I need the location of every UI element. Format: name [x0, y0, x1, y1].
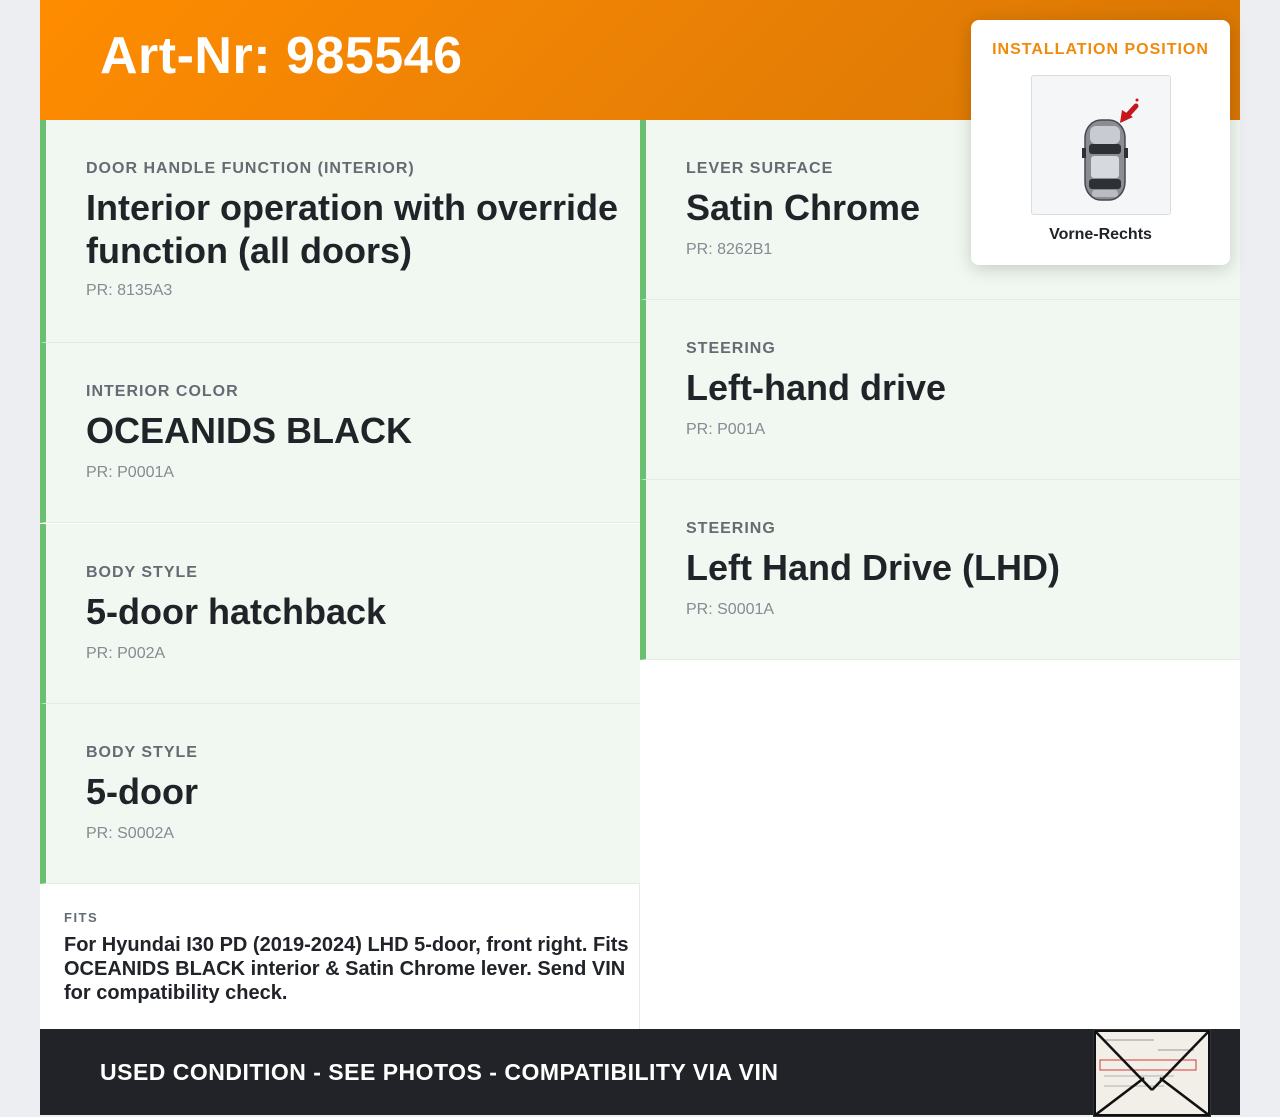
document-image — [1094, 1030, 1210, 1116]
spec-cell-body-style — [40, 524, 640, 704]
spec-value: Left-hand drive — [686, 367, 947, 408]
car-top-view-icon — [1032, 76, 1170, 214]
fits-section — [40, 884, 640, 1029]
spec-pr-code: PR: S0002A — [86, 825, 175, 842]
footer-notice: USED CONDITION - SEE PHOTOS - COMPATIBILITY VIA VIN — [100, 1059, 779, 1085]
spec-label: DOOR HANDLE FUNCTION (INTERIOR) — [86, 160, 415, 177]
registration-document-thumbnail — [1093, 1029, 1211, 1117]
spec-cell-steering-2 — [640, 480, 1240, 660]
spec-label: STEERING — [686, 520, 776, 537]
spec-cell-door-handle-function — [40, 120, 640, 343]
spec-label: STEERING — [686, 340, 776, 357]
installation-position-card — [971, 20, 1230, 265]
spec-label: LEVER SURFACE — [686, 160, 834, 177]
spec-value: Satin Chrome — [686, 187, 921, 228]
spec-value: 5-door — [86, 771, 198, 812]
fits-description: For Hyundai I30 PD (2019-2024) LHD 5-door, front right. Fits OCEANIDS BLACK interior & Satin Chrome lever. Send VIN for compatibility check. — [64, 934, 629, 1004]
spec-value: Interior operation with override function (all doors) — [86, 187, 619, 271]
spec-cell-interior-color — [40, 343, 640, 523]
spec-pr-code: PR: 8135A3 — [86, 282, 173, 299]
spec-pr-code: PR: 8262B1 — [686, 241, 773, 258]
spec-label: BODY STYLE — [86, 564, 198, 581]
installation-title: INSTALLATION POSITION — [992, 41, 1209, 58]
spec-cell-steering — [640, 300, 1240, 480]
spec-label: BODY STYLE — [86, 744, 198, 761]
spec-pr-code: PR: S0001A — [686, 601, 775, 618]
spec-pr-code: PR: P001A — [686, 421, 766, 438]
fits-label: FITS — [64, 910, 99, 925]
spec-cell-body-style-2 — [40, 704, 640, 884]
spec-value: 5-door hatchback — [86, 591, 387, 632]
spec-label: INTERIOR COLOR — [86, 383, 239, 400]
spec-pr-code: PR: P002A — [86, 645, 166, 662]
installation-caption: Vorne-Rechts — [1049, 226, 1152, 243]
spec-value: OCEANIDS BLACK — [86, 410, 413, 451]
spec-value: Left Hand Drive (LHD) — [686, 547, 1061, 588]
spec-pr-code: PR: P0001A — [86, 464, 175, 481]
footer-bar — [40, 1029, 1240, 1115]
article-number: Art-Nr: 985546 — [100, 27, 463, 85]
car-position-diagram — [1031, 75, 1171, 215]
